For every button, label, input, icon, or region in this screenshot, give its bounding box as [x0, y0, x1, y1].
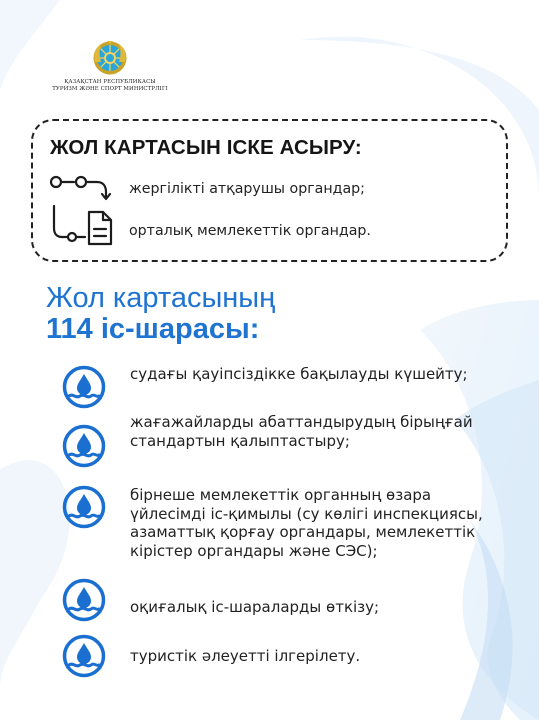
ministry-line-1: ҚАЗАҚСТАН РЕСПУБЛИКАСЫ [64, 79, 156, 85]
water-drop-icon [62, 365, 106, 409]
water-drop-icon [62, 485, 106, 529]
ministry-line-2: ТУРИЗМ ЖӘНЕ СПОРТ МИНИСТРЛІГІ [52, 85, 168, 92]
measures-title-line-1: Жол картасының [46, 282, 276, 314]
measure-item-safety-control: судағы қауіпсіздікке бақылауды күшейту; [130, 365, 468, 383]
measure-item-interagency: бірнеше мемлекеттік органның өзара үйлесімді іс-қимылы (су көлігі инспекциясы, азаматтық қорғау органдары, мемлекеттік кірістер органдары және СЭС); [130, 486, 483, 560]
roadmap-title: ЖОЛ КАРТАСЫН ІСКЕ АСЫРУ: [50, 136, 362, 159]
measure-item-beach-standard: жағажайларды абаттандырудың бірыңғай стандартын қалыптастыру; [130, 413, 473, 450]
water-drop-icon [62, 578, 106, 622]
water-drop-icon [62, 634, 106, 678]
measure-item-events: оқиғалық іс-шараларды өткізу; [130, 598, 380, 616]
roadmap-item-local-executive: жергілікті атқарушы органдар; [129, 181, 365, 197]
roadmap-item-central-state: орталық мемлекеттік органдар. [129, 223, 371, 239]
water-drop-icon [62, 424, 106, 468]
measure-item-tourism-promotion: туристік әлеуетті ілгерілету. [130, 647, 361, 665]
measures-title-line-2: 114 іс-шарасы: [46, 313, 260, 345]
